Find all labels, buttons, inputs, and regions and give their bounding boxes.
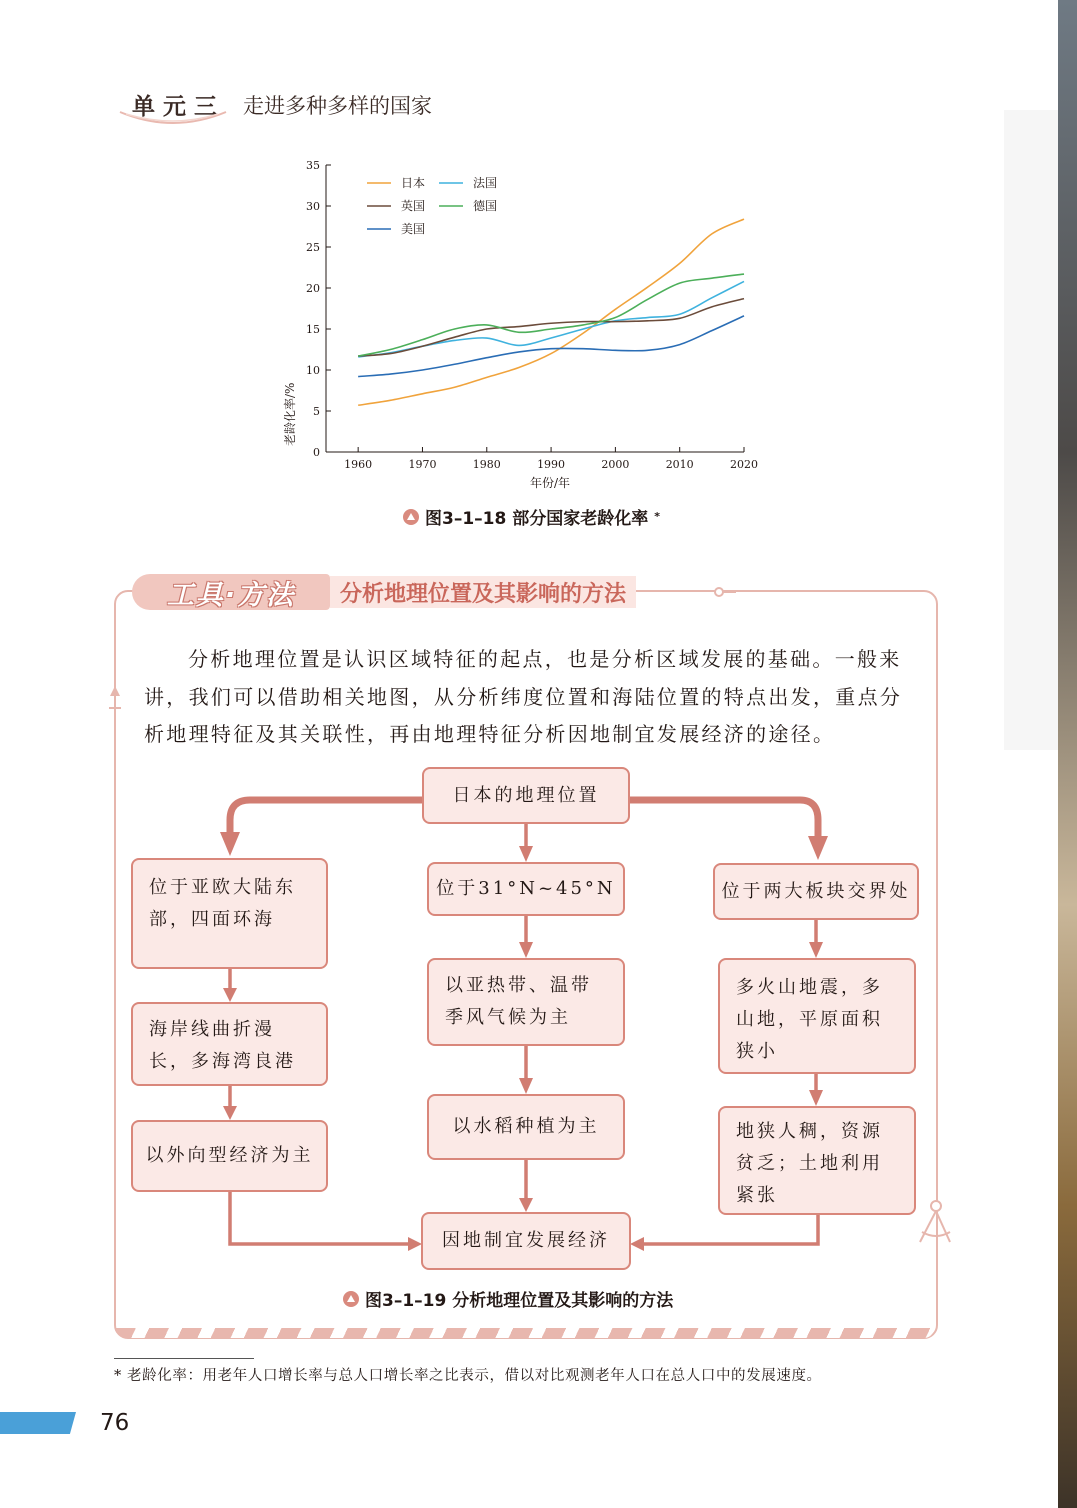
tool-paragraph: 分析地理位置是认识区域特征的起点，也是分析区域发展的基础。一般来讲，我们可以借助相关地图，从分析纬度位置和海陆位置的特点出发，重点分析地理特征及其关联性，再由地理特征分析因地制宜发展经济的途径。 xyxy=(144,647,903,746)
x-tick-label: 1990 xyxy=(537,458,566,471)
flow-left-2: 海岸线曲折漫长，多海湾良港 xyxy=(131,1002,328,1086)
chart-xlabel: 年份/年 xyxy=(529,476,571,490)
tool-subtitle: 分析地理位置及其影响的方法 xyxy=(330,576,636,608)
footnote-rule xyxy=(114,1358,254,1359)
figure2-caption-row xyxy=(343,1286,673,1311)
x-tick-label: 1980 xyxy=(472,458,501,471)
x-tick-label: 2020 xyxy=(730,458,758,471)
flow-middle-1: 位于31°N~45°N xyxy=(427,862,625,916)
triangle-icon xyxy=(343,1291,359,1307)
x-tick-label: 2010 xyxy=(665,458,694,471)
flow-middle-3: 以水稻种植为主 xyxy=(427,1094,625,1160)
x-tick-label: 1960 xyxy=(344,458,373,471)
flow-right-1: 位于两大板块交界处 xyxy=(713,863,919,920)
x-tick-label: 2000 xyxy=(601,458,630,471)
flow-right-2: 多火山地震，多山地，平原面积狭小 xyxy=(718,958,916,1074)
unit-label: 单元三 xyxy=(132,94,225,120)
page-number: 76 xyxy=(100,1410,130,1436)
legend-label: 德国 xyxy=(473,199,498,213)
flow-top: 日本的地理位置 xyxy=(422,767,630,824)
figure2-caption: 图3–1–19 分析地理位置及其影响的方法 xyxy=(365,1291,674,1311)
chart-ylabel: 老龄化率/% xyxy=(283,382,297,446)
legend-label: 英国 xyxy=(401,199,426,213)
y-tick-label: 10 xyxy=(306,364,320,377)
y-tick-label: 0 xyxy=(313,446,320,459)
y-tick-label: 15 xyxy=(306,323,320,336)
legend-label: 美国 xyxy=(401,222,426,236)
flow-bottom: 因地制宜发展经济 xyxy=(421,1212,631,1270)
y-tick-label: 5 xyxy=(313,405,320,418)
figure1-caption-mark: * xyxy=(654,510,660,523)
y-tick-label: 20 xyxy=(306,282,320,295)
figure1-caption: 图3–1–18 部分国家老龄化率 xyxy=(425,509,649,529)
page-tab xyxy=(0,1412,76,1434)
legend-label: 日本 xyxy=(401,176,426,190)
footnote: * 老龄化率：用老年人口增长率与总人口增长率之比表示，借以对比观测老年人口在总人口中的发展速度。 xyxy=(114,1368,822,1384)
flow-left-1: 位于亚欧大陆东部，四面环海 xyxy=(131,858,328,969)
y-tick-label: 30 xyxy=(306,200,320,213)
x-tick-label: 1970 xyxy=(408,458,437,471)
unit-title: 走进多种多样的国家 xyxy=(243,94,432,118)
tool-tag: 工具·方法 xyxy=(132,574,330,610)
legend-label: 法国 xyxy=(473,176,498,190)
y-tick-label: 35 xyxy=(306,159,320,172)
flow-middle-2: 以亚热带、温带季风气候为主 xyxy=(427,958,625,1046)
y-tick-label: 25 xyxy=(306,241,320,254)
flow-left-3: 以外向型经济为主 xyxy=(131,1120,328,1192)
flow-right-3: 地狭人稠，资源贫乏；土地利用紧张 xyxy=(718,1106,916,1215)
